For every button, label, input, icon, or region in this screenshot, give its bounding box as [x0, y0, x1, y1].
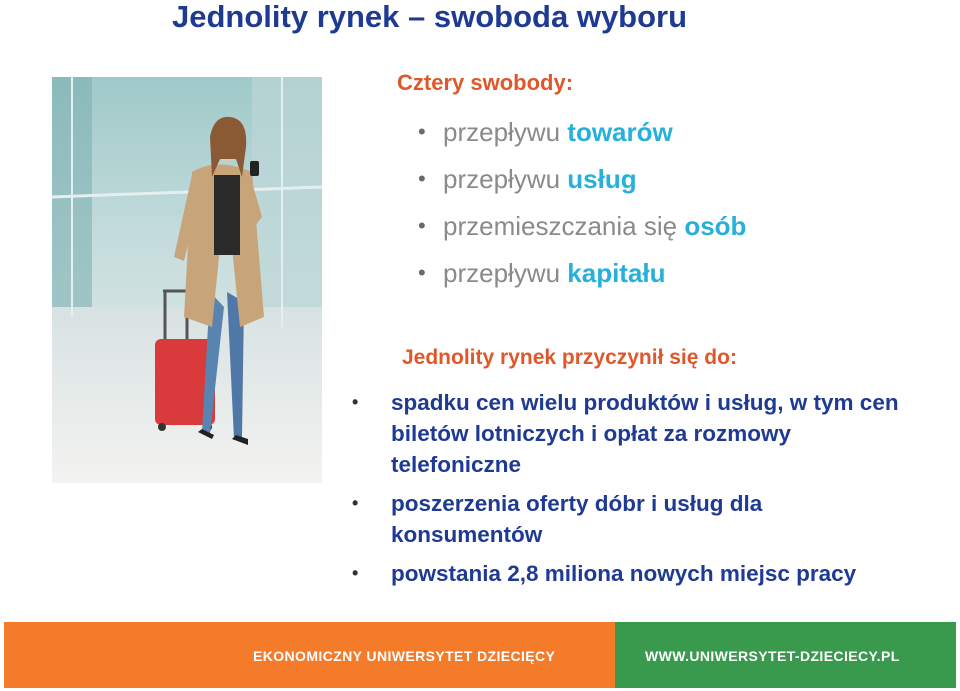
list-item: [352, 488, 912, 550]
bullet-icon: •: [352, 493, 359, 513]
freedom-plain-text: przemieszczania się: [443, 211, 685, 241]
freedom-highlight-text: usług: [567, 164, 637, 194]
bullet-icon: •: [418, 166, 426, 191]
slide-title: Jednolity rynek – swoboda wyboru: [172, 0, 688, 34]
bullet-icon: •: [418, 213, 426, 238]
freedom-plain-text: przepływu: [443, 258, 568, 288]
list-item: [418, 159, 746, 206]
list-item: [418, 206, 746, 253]
bullet-icon: •: [418, 260, 426, 285]
freedom-highlight-text: osób: [684, 211, 747, 241]
footer-left-panel: [4, 622, 615, 688]
freedoms-heading: Cztery swobody:: [397, 70, 574, 95]
effects-heading: Jednolity rynek przyczynił się do:: [402, 346, 737, 369]
list-item: [418, 112, 746, 159]
bullet-icon: •: [352, 392, 359, 412]
bullet-icon: •: [418, 119, 426, 144]
traveler-photo: [52, 77, 322, 483]
footer-right-panel: [615, 622, 956, 688]
effect-text: powstania 2,8 miliona nowych miejsc pracy: [391, 561, 857, 586]
freedom-highlight-text: kapitału: [567, 258, 666, 288]
freedoms-list: [418, 112, 746, 300]
effect-text: spadku cen wielu produktów i usług, w tym cen biletów lotniczych i opłat za rozmowy telefoniczne: [391, 390, 899, 477]
list-item: [352, 387, 912, 480]
freedom-highlight-text: towarów: [567, 117, 673, 147]
footer-website-link[interactable]: WWW.UNIWERSYTET-DZIECIECY.PL: [645, 648, 900, 664]
freedom-plain-text: przepływu: [443, 117, 568, 147]
list-item: [352, 558, 912, 589]
freedom-plain-text: przepływu: [443, 164, 568, 194]
list-item: [418, 253, 746, 300]
bullet-icon: •: [352, 563, 359, 583]
footer-organization-name: EKONOMICZNY UNIWERSYTET DZIECIĘCY: [253, 648, 556, 664]
footer-bar: [4, 622, 956, 688]
effects-list: [352, 387, 912, 597]
effect-text: poszerzenia oferty dóbr i usług dla konsumentów: [391, 491, 763, 547]
